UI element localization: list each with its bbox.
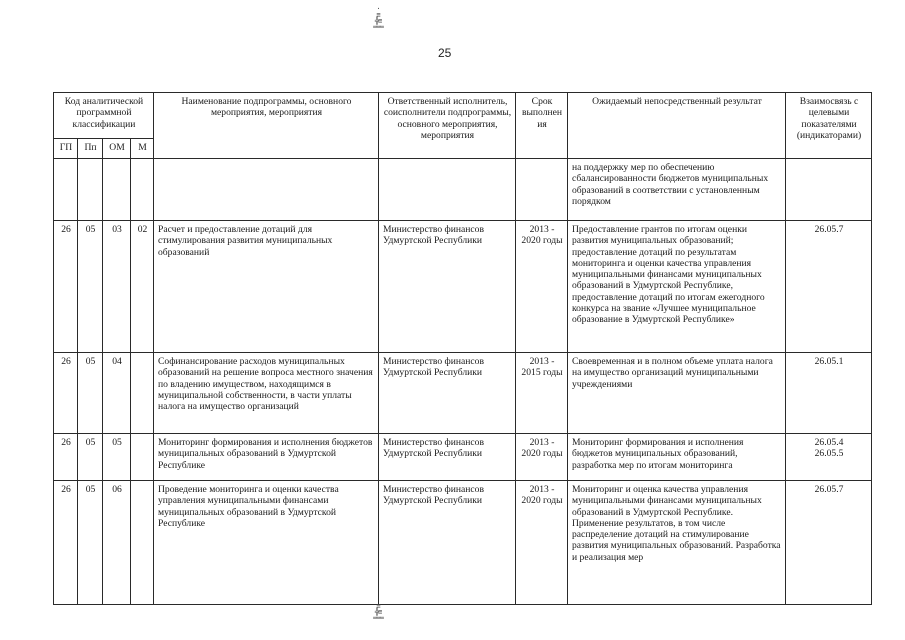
cell-executor: Министерство финансов Удмуртской Республики [379,353,516,434]
header-row [54,93,872,139]
indicator: 26.05.7 [814,484,844,495]
header-pp: Пп [78,139,103,159]
cell-m [131,481,154,605]
table-row [54,221,872,353]
header-om: ОМ [103,139,131,159]
header-executor: Ответственный исполнитель, соисполнители подпрограммы, основного мероприятия, мероприятия [379,93,516,159]
cell-name: Мониторинг формирования и исполнения бюджетов муниципальных образований в Удмуртской Республике [154,434,379,481]
table-row [54,434,872,481]
indicator: 26.05.7 [814,224,844,235]
cell-term: 2013 - 2020 годы [516,481,568,605]
cell-om: 04 [103,353,131,434]
cell-m: 02 [131,221,154,353]
table-row [54,481,872,605]
table-row-continuation [54,159,872,221]
cell-m [131,353,154,434]
header-name: Наименование подпрограммы, основного мероприятия, мероприятия [154,93,379,159]
cell-indicators [786,481,872,605]
cell-gp: 26 [54,221,78,353]
cell-term: 2013 - 2015 годы [516,353,568,434]
cell-pp: 05 [78,221,103,353]
continuation-result: на поддержку мер по обеспечению сбалансированности бюджетов муниципальных образований в соответствии с установленным порядком [568,159,786,221]
cell-executor: Министерство финансов Удмуртской Республики [379,434,516,481]
cell-om: 06 [103,481,131,605]
cell-executor: Министерство финансов Удмуртской Республики [379,221,516,353]
page-number: 25 [438,46,452,60]
scan-mark-top: · ≡ ╬≡ ═══ [373,5,383,31]
cell-m [131,434,154,481]
cell-result: Своевременная и в полном объеме уплата налога на имущество организаций муниципальными учреждениями [568,353,786,434]
cell-term: 2013 - 2020 годы [516,221,568,353]
cell-indicators [786,353,872,434]
header-m: М [131,139,154,159]
cell-om: 05 [103,434,131,481]
cell-name: Софинансирование расходов муниципальных образований на решение вопроса местного значения по владению имуществом, находящимся в муниципальной собственности, в части уплаты налога на имущество организаций [154,353,379,434]
cell-indicators [786,221,872,353]
cell-result: Предоставление грантов по итогам оценки развития муниципальных образований; предоставление дотаций по результатам мониторинга и оценки качества управления муниципальными финансами муниципальных образований в Удмуртской Республике, предоставление дотаций по итогам ежегодного конкурса на звание «Лучшее муниципальное образование в Удмуртской Республике» [568,221,786,353]
table-row [54,353,872,434]
cell-term: 2013 - 2020 годы [516,434,568,481]
cell-pp: 05 [78,353,103,434]
scan-mark-bottom: ≡ ╬≡ ═══ [373,602,383,622]
cell-result: Мониторинг формирования и исполнения бюджетов муниципальных образований, разработка мер по итогам мониторинга [568,434,786,481]
header-link: Взаимосвязь с целевыми показателями (индикаторами) [786,93,872,159]
indicator: 26.05.5 [814,448,844,460]
cell-name: Проведение мониторинга и оценки качества управления муниципальными финансами муниципальных образований в Удмуртской Республике [154,481,379,605]
indicator: 26.05.4 [814,437,844,448]
cell-gp: 26 [54,481,78,605]
cell-gp: 26 [54,434,78,481]
cell-result: Мониторинг и оценка качества управления муниципальными финансами муниципальных образований в Удмуртской Республике. Применение результатов, в том числе распределение дотаций на стимулирование развития муниципальных образований. Разработка и реализация мер [568,481,786,605]
indicator: 26.05.1 [814,356,844,367]
cell-indicators [786,434,872,481]
header-term: Срок выполнен ия [516,93,568,159]
header-result: Ожидаемый непосредственный результат [568,93,786,159]
cell-pp: 05 [78,481,103,605]
header-code-group: Код аналитической программной классификации [54,93,154,139]
cell-gp: 26 [54,353,78,434]
header-gp: ГП [54,139,78,159]
program-table [53,92,872,605]
cell-om: 03 [103,221,131,353]
cell-name: Расчет и предоставление дотаций для стимулирования развития муниципальных образований [154,221,379,353]
cell-executor: Министерство финансов Удмуртской Республики [379,481,516,605]
cell-pp: 05 [78,434,103,481]
